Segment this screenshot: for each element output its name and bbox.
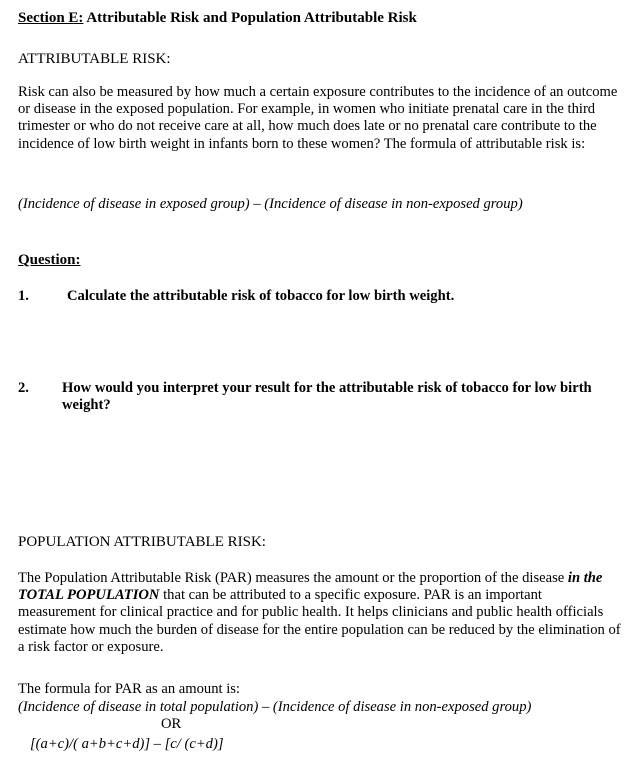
section-prefix: Section E: — [18, 10, 84, 26]
question-1-number: 1. — [18, 288, 29, 304]
par-formula-intro: The formula for PAR as an amount is: — [18, 681, 240, 697]
attributable-risk-heading: ATTRIBUTABLE RISK: — [18, 51, 171, 67]
attributable-risk-formula: (Incidence of disease in exposed group) – (Incidence of disease in non-exposed group) — [18, 196, 523, 212]
par-heading: POPULATION ATTRIBUTABLE RISK: — [18, 534, 266, 550]
par-paragraph-emphasis: in the TOTAL POPULATION — [18, 570, 603, 604]
par-paragraph-start: The Population Attributable Risk (PAR) measures the amount or the proportion of the disease — [18, 570, 568, 586]
par-formula-2: [(a+c)/( a+b+c+d)] – [c/ (c+d)] — [30, 736, 224, 752]
question-2-number: 2. — [18, 380, 29, 396]
section-title-text: Attributable Risk and Population Attributable Risk — [83, 10, 417, 26]
section-title — [18, 10, 417, 28]
or-label: OR — [161, 716, 182, 732]
question-label: Question: — [18, 252, 81, 268]
attributable-risk-paragraph: Risk can also be measured by how much a certain exposure contributes to the incidence of an outcome or disease in the exposed population. For example, in women who initiate prenatal care in the third trimester or who do not receive care at all, how much does late or no prenatal care contribute to the incidence of low birth weight in infants born to these women? The formula of attributable risk is: — [18, 84, 618, 152]
question-2-text: How would you interpret your result for the attributable risk of tobacco for low birth weight? — [62, 380, 592, 414]
question-1-text: Calculate the attributable risk of tobacco for low birth weight. — [67, 288, 455, 304]
par-formula-1: (Incidence of disease in total population) – (Incidence of disease in non-exposed group) — [18, 699, 532, 715]
par-paragraph — [18, 570, 622, 656]
par-paragraph-end: that can be attributed to a specific exposure. PAR is an important measurement for clinical practice and for public health. It helps clinicians and public health officials estimate how much the burden of disease for the entire population can be reduced by the elimination of a risk factor or exposure. — [18, 587, 621, 655]
